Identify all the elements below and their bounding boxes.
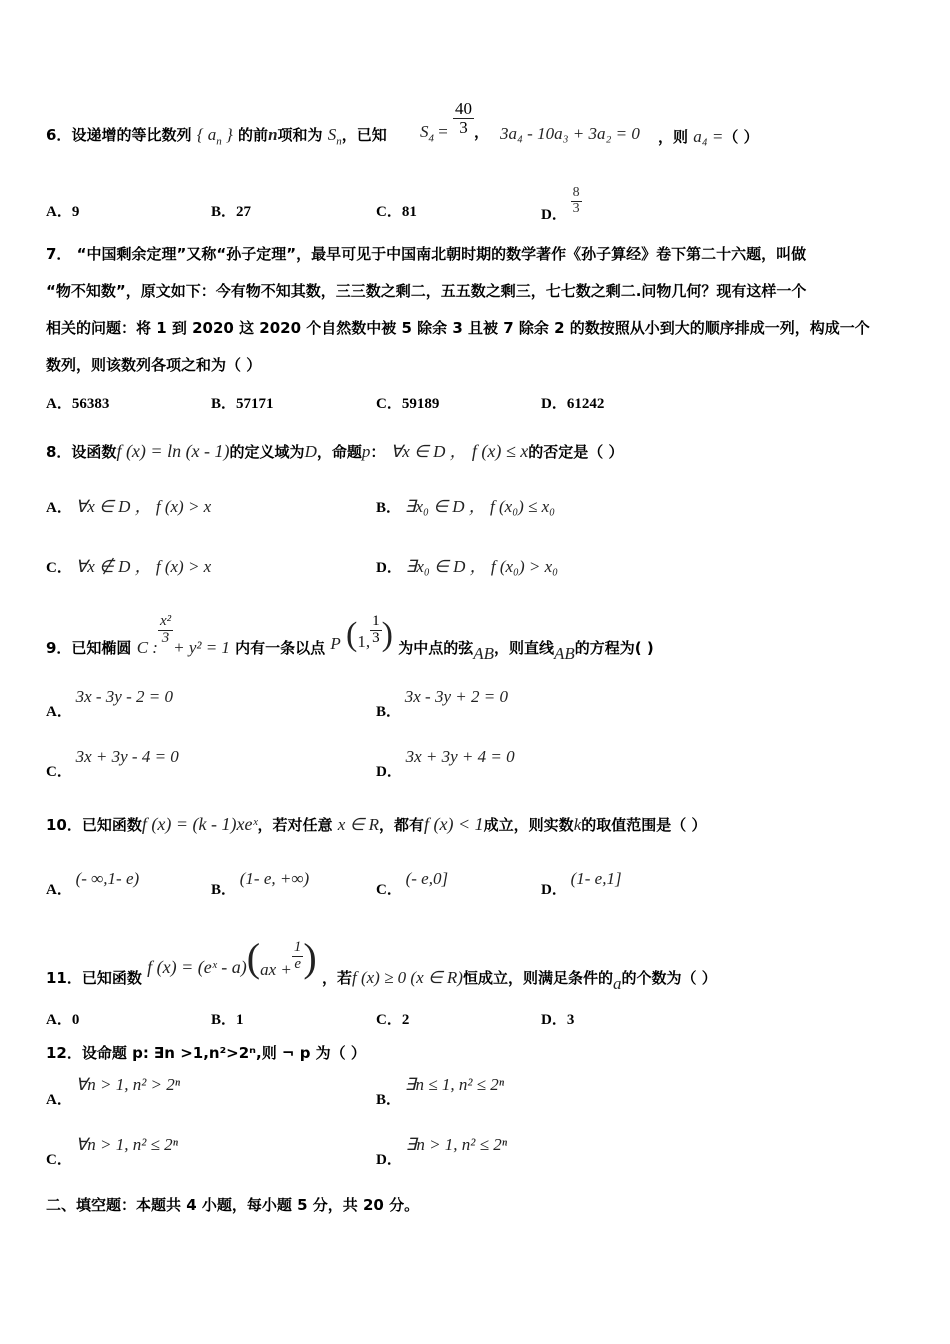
- q6-given-sum: $S_4$ = $\frac{40}{3}$ ，: [420, 99, 489, 145]
- q6-ask: ，则 a₄ =（ ）: [658, 127, 759, 146]
- q11-stem: 11．已知函数 f (x) = (eˣ - a)(ax + $\frac{1}{e}$ ) ，若f (x) ≥ 0 (x ∈ R)恒成立，则满足条件的a的个数为（ ）: [46, 935, 717, 993]
- q10-option-b[interactable]: B． (1- e, +∞): [211, 869, 310, 898]
- q10-option-c[interactable]: C． (- e,0]: [376, 869, 449, 898]
- q11-option-a[interactable]: A．0: [46, 1012, 80, 1028]
- q6-equation: 3a₄ - 10a₃ + 3a₂ = 0: [500, 124, 640, 143]
- q11-option-d[interactable]: D．3: [541, 1012, 575, 1028]
- q7-option-d[interactable]: D．61242: [541, 396, 605, 412]
- q8-option-b[interactable]: B． ∃x₀ ∈ D ， f (x₀) ≤ x₀: [376, 497, 556, 516]
- q11-option-b[interactable]: B．1: [211, 1012, 244, 1028]
- section-heading-fill-in: 二、填空题：本题共 4 小题，每小题 5 分，共 20 分。: [46, 1196, 420, 1214]
- q9-option-b[interactable]: B． 3x - 3y + 2 = 0: [376, 687, 508, 720]
- q10-stem: 10．已知函数f (x) = (k - 1)xeˣ，若对任意 x ∈ R，都有f (x) < 1成立，则实数k的取值范围是（ ）: [46, 814, 707, 834]
- q8-option-c[interactable]: C． ∀x ∉ D ， f (x) > x: [46, 557, 212, 576]
- q6-option-a[interactable]: A．9: [46, 204, 80, 220]
- q8-stem: 8．设函数f (x) = ln (x - 1)的定义域为D，命题p： ∀x ∈ D ， f (x) ≤ x的否定是（ ）: [46, 441, 624, 461]
- q6-option-d[interactable]: D． $\frac{8}{3}$: [541, 185, 580, 223]
- q9-stem: 9．已知椭圆 C : $\frac{\text{x²}}{3}$ + y² = 1 内有一条以点 P (1, $\frac{1}{3}$ ) 为中点的弦AB，则直线AB的方程为( ): [46, 613, 654, 663]
- q11-option-c[interactable]: C．2: [376, 1012, 410, 1028]
- q9-option-c[interactable]: C． 3x + 3y - 4 = 0: [46, 747, 179, 780]
- q9-option-d[interactable]: D． 3x + 3y + 4 = 0: [376, 747, 515, 780]
- q7-option-a[interactable]: A．56383: [46, 396, 110, 412]
- q12-option-b[interactable]: B． ∃n ≤ 1, n² ≤ 2ⁿ: [376, 1075, 505, 1108]
- q12-stem: 12．设命题 p: ∃n >1,n²>2ⁿ,则 ¬ p 为（ ）: [46, 1044, 366, 1062]
- q10-option-d[interactable]: D． (1- e,1]: [541, 869, 622, 898]
- q12-option-a[interactable]: A． ∀n > 1, n² > 2ⁿ: [46, 1075, 181, 1108]
- q6-option-b[interactable]: B．27: [211, 204, 252, 220]
- q6-number: 6．: [46, 126, 72, 144]
- q8-option-d[interactable]: D． ∃x₀ ∈ D ， f (x₀) > x₀: [376, 557, 559, 576]
- q8-option-a[interactable]: A． ∀x ∈ D ， f (x) > x: [46, 497, 212, 516]
- q6-option-c[interactable]: C．81: [376, 204, 417, 220]
- q9-option-a[interactable]: A． 3x - 3y - 2 = 0: [46, 687, 173, 720]
- q12-option-d[interactable]: D． ∃n > 1, n² ≤ 2ⁿ: [376, 1135, 508, 1168]
- q12-option-c[interactable]: C． ∀n > 1, n² ≤ 2ⁿ: [46, 1135, 178, 1168]
- q6-stem: 6．设递增的等比数列 { $a_n$ } 的前n项和为 $S_n$，已知: [46, 125, 387, 148]
- q7-stem: 7． “中国剩余定理”又称“孙子定理”，最早可见于中国南北朝时期的数学著作《孙子算经》卷下第二十六题，叫做 “物不知数”，原文如下：今有物不知其数，三三数之剩二，五五数之剩三，七七数之剩二.问物几何？现有这样一个 相关的问题：将 1 到 2020 这 2020 个自然数中被 5 除余 3 且被 7 除余 2 的数按照从小到大的顺序排成一列，构成一个 数列，则该数列各项之和为（ ）: [46, 245, 870, 374]
- q7-option-b[interactable]: B．57171: [211, 396, 274, 412]
- q10-option-a[interactable]: A． (- ∞,1- e): [46, 869, 140, 898]
- q7-option-c[interactable]: C．59189: [376, 396, 440, 412]
